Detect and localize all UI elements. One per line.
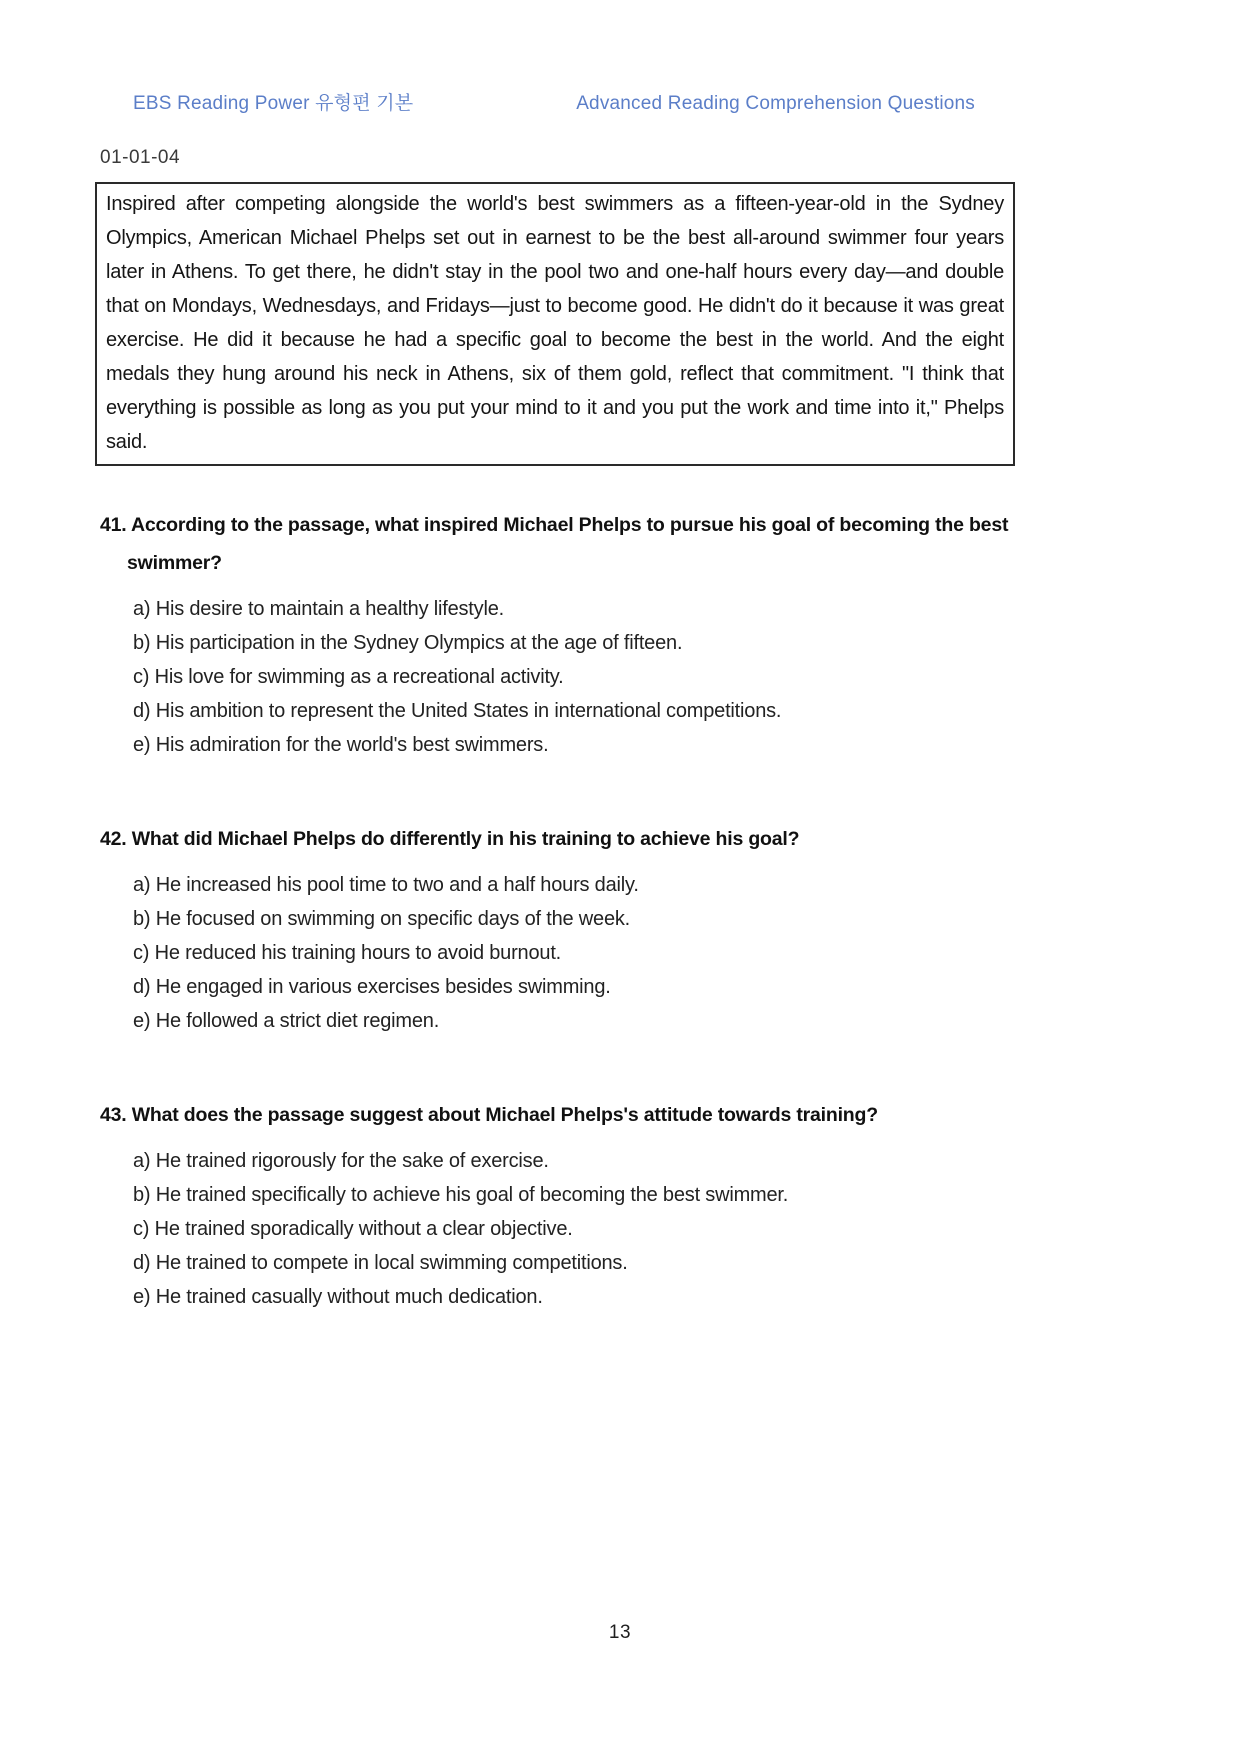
question-43-option-d: d) He trained to compete in local swimming competitions. — [133, 1252, 628, 1274]
question-43-option-b: b) He trained specifically to achieve his goal of becoming the best swimmer. — [133, 1184, 789, 1206]
question-42-option-b: b) He focused on swimming on specific days of the week. — [133, 908, 631, 930]
section-title: Advanced Reading Comprehension Questions — [576, 93, 975, 114]
question-41-option-a: a) His desire to maintain a healthy lifestyle. — [133, 598, 504, 620]
passage-box — [95, 182, 1015, 466]
passage-text: Inspired after competing alongside the world's best swimmers as a fifteen-year-old in the Sydney Olympics, American Michael Phelps set out in earnest to be the best all-around swimmer four years later in Athens. To get there, he didn't stay in the pool two and one-half hours every day—and double that on Mondays, Wednesdays, and Fridays—just to become good. He didn't do it because it was great exercise. He did it because he had a specific goal to become the best in the world. And the eight medals they hung around his neck in Athens, six of them gold, reflect that commitment. "I think that everything is possible as long as you put your mind to it and you put the work and time into it," Phelps said. — [106, 193, 1004, 453]
passage-id-label: 01-01-04 — [100, 147, 181, 168]
question-43-options — [133, 1144, 1100, 1314]
questions-section — [0, 506, 1240, 1314]
page-header — [133, 88, 975, 115]
question-43-option-e: e) He trained casually without much dedication. — [133, 1286, 543, 1308]
question-43-title: 43. What does the passage suggest about Michael Phelps's attitude towards training? — [100, 1104, 878, 1126]
question-42-options — [133, 868, 1100, 1038]
question-42-option-e: e) He followed a strict diet regimen. — [133, 1010, 440, 1032]
question-42-title: 42. What did Michael Phelps do differently in his training to achieve his goal? — [100, 828, 800, 850]
question-42-option-d: d) He engaged in various exercises besides swimming. — [133, 976, 611, 998]
question-43-option-a: a) He trained rigorously for the sake of exercise. — [133, 1150, 549, 1172]
question-43 — [100, 1096, 1100, 1314]
question-41-option-c: c) His love for swimming as a recreational activity. — [133, 666, 564, 688]
book-title: EBS Reading Power 유형편 기본 — [133, 93, 414, 114]
question-41-options — [133, 592, 1100, 762]
question-41-option-e: e) His admiration for the world's best swimmers. — [133, 734, 549, 756]
question-41-title: 41. According to the passage, what inspired Michael Phelps to pursue his goal of becoming the best swimmer? — [100, 514, 1009, 574]
question-41 — [100, 506, 1100, 762]
question-42 — [100, 820, 1100, 1038]
page-number: 13 — [608, 1622, 632, 1643]
question-42-option-c: c) He reduced his training hours to avoid burnout. — [133, 942, 562, 964]
question-43-option-c: c) He trained sporadically without a clear objective. — [133, 1218, 573, 1240]
question-41-option-d: d) His ambition to represent the United States in international competitions. — [133, 700, 782, 722]
page-footer — [0, 1622, 1240, 1644]
question-41-option-b: b) His participation in the Sydney Olympics at the age of fifteen. — [133, 632, 683, 654]
question-42-option-a: a) He increased his pool time to two and a half hours daily. — [133, 874, 639, 896]
